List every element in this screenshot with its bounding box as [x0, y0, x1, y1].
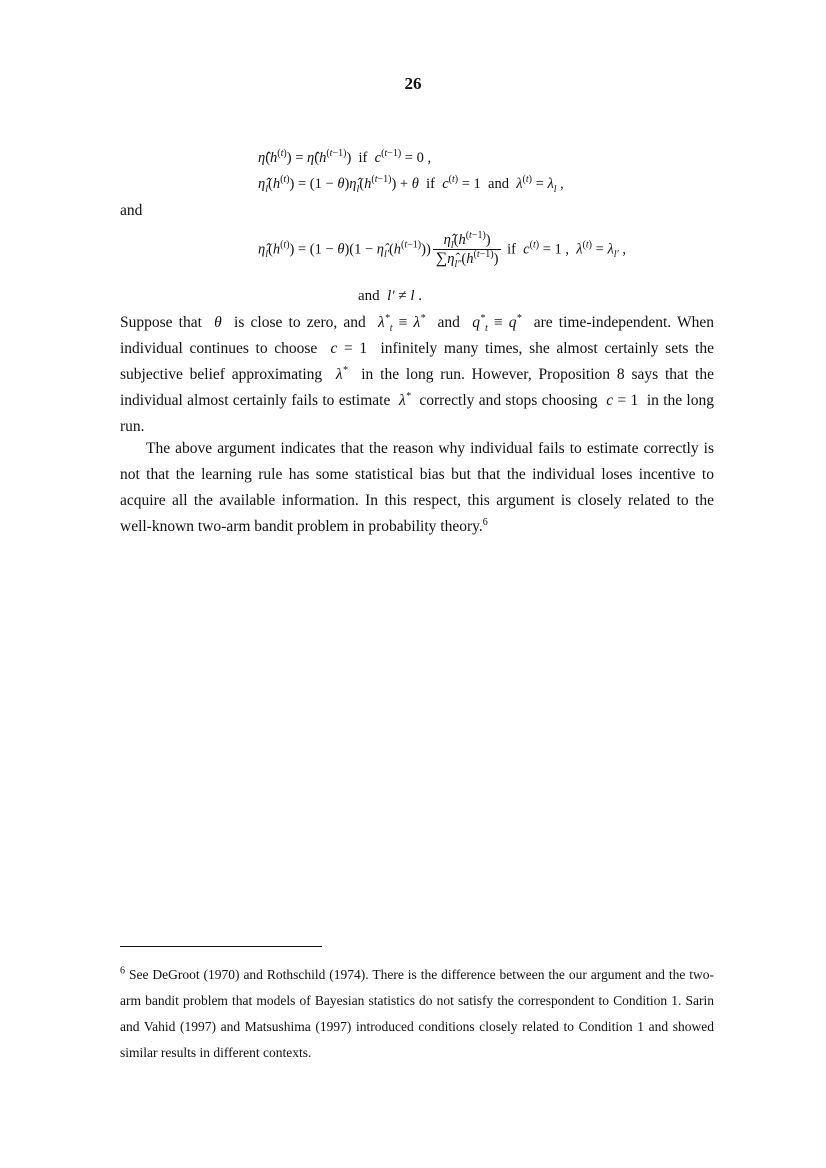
- page-number: 26: [404, 74, 422, 93]
- paragraph-1: Suppose that θ is close to zero, and $\lambda^*_t \equiv \lambda^*$ and $q^*_t \equiv q^*$ are time-independent. When individual continues to choose c = 1 infinitely many times, she almost certainly sets the subjective belief approximating λ* in the long run. However, Proposition 8 says that the individual almost certainly fails to estimate λ* correctly and stops choosing c = 1 in the long run.: [120, 312, 714, 435]
- footnote-text: See DeGroot (1970) and Rothschild (1974). There is the difference between the our argument and the two-arm bandit problem that models of Bayesian statistics do not satisfy the correspondent to Condition 1. Sarin and Vahid (1997) and Matsushima (1997) introduced conditions closely related to Condition 1 and showed similar results in different contexts.: [120, 967, 715, 1060]
- and-label: and: [120, 202, 143, 219]
- paragraph-2-text: The above argument indicates that the reason why individual fails to estimate correctly is not that the learning rule has some statistical bias but that the individual loses incentive to acquire all the available information. In this respect, this argument is closely related to the well-known two-arm bandit problem in probability theory.: [120, 440, 714, 535]
- footnote-divider: [120, 946, 322, 947]
- footnote-mark: 6: [120, 965, 125, 977]
- footnote: [120, 962, 714, 1066]
- equation-2: $\etâ_l(h^{(t)}) = (1$ − $\theta)\etâ_l(h^{(t-1)}) + \theta$ if $c^{(t)} = 1$ and $\lambda^{(t)} = \lambda_l$ ,: [258, 174, 564, 195]
- equation-3-condition: and l′ ≠ l .: [358, 288, 423, 304]
- equation-3: $\etâ_l(h^{(t)}) = (1 - \theta)(1$ − $\etâ_{l'}(h^{(t-1)})$) $\frac{\etâ_l(h^{(t-1)})}{\sum\etâ_{l''}(h^{(t-1)})}$ if $c^{(t)} = 1$ , $\lambda^{(t)} = \lambda_{l'}$ ,: [258, 230, 626, 270]
- equation-1: $\etâ(h^{(t)})$ = $\etâ(h^{(t-1)})$ if $c^{(t-1)} = 0$ ,: [258, 148, 432, 166]
- paragraph-2: [120, 436, 714, 540]
- footnote-reference: 6: [482, 516, 488, 528]
